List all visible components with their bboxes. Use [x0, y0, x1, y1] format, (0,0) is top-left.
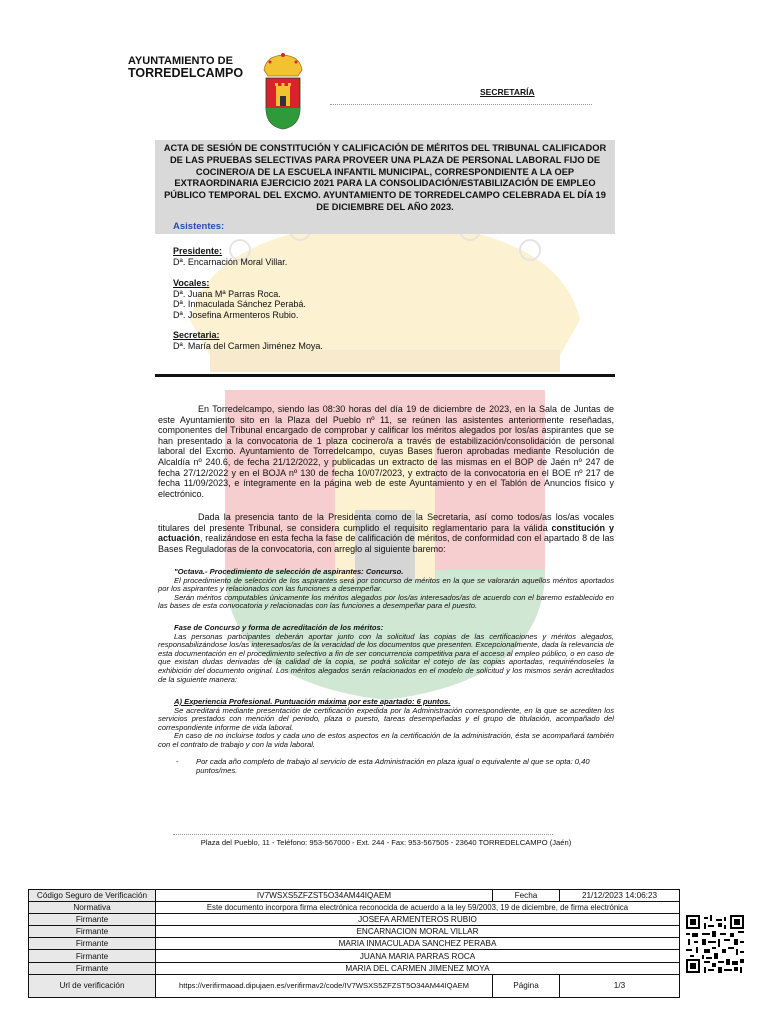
- fecha-value: 21/12/2023 14:06:23: [560, 890, 680, 902]
- page-label: Página: [493, 974, 560, 997]
- quote-fase-text: Las personas participantes deberán aportar junto con la solicitud las copias de las certificaciones y méritos alegados, responsabilizándose los/as interesados/as de la veracidad de los documentos que presenten. Excepcionalmente, dada la relevancia de esta documentación en el procedimiento selectivo a fin de ser concurrencia competitiva para el acceso al empleo público, o en caso de que existan dudas derivadas de la calidad de la copia, se podrá solicitar el cotejo de las copias aportadas, requiriéndoseles la exhibición del documento original. Los méritos alegados serán relacionados en el modelo de solicitud y los mismos serán acreditados de la siguiente manera:: [158, 631, 614, 684]
- verification-url-link[interactable]: https://verifirmaoad.dipujaen.es/verifirmav2/code/IV7WSXS5ZFZST5O34AM44IQAEM: [156, 974, 493, 997]
- firmante-name: MARIA DEL CARMEN JIMENEZ MOYA: [156, 962, 680, 974]
- firmante-name: MARIA INMACULADA SANCHEZ PERABA: [156, 938, 680, 950]
- quote-octava-line: Serán méritos computables únicamente los méritos alegados por los/as interesados/as de acuerdo con el baremo establecido en las bases de esta convocatoria y relacionadas con las funciones a desempeñar para el puesto.: [158, 592, 614, 611]
- url-label: Url de verificación: [29, 974, 156, 997]
- paragraph-constitution-text-b: , realizándose en esta fecha la fase de calificación de méritos, de conformidad con el apartado 8 de las Bases Reguladoras de la convocatoria, con arreglo al siguiente baremo:: [158, 533, 614, 554]
- paragraph-constitution-bold: constitución y actuación: [158, 522, 614, 544]
- paragraph-meeting: [158, 404, 614, 499]
- bullet-dash-icon: -: [176, 757, 179, 766]
- quote-experiencia: [158, 698, 614, 750]
- firmante-label: Firmante: [29, 950, 156, 962]
- firmante-label: Firmante: [29, 914, 156, 926]
- table-row: [29, 914, 680, 926]
- vocales-block: [173, 278, 306, 320]
- attendees-heading: Asistentes:: [173, 221, 225, 232]
- president-name: Dª. Encarnación Moral Villar.: [173, 256, 288, 267]
- quote-octava-line: El procedimiento de selección de los aspirantes será por concurso de méritos en la que se valorarán aquellos méritos aportados por los aspirantes y relacionados con las funciones a desempeñar.: [158, 575, 614, 594]
- csv-label: Código Seguro de Verificación: [29, 890, 156, 902]
- organization-name-line1: AYUNTAMIENTO DE: [128, 55, 233, 67]
- table-row: [29, 938, 680, 950]
- coat-of-arms-logo: [258, 52, 308, 130]
- table-row: [29, 926, 680, 938]
- president-block: [173, 246, 287, 267]
- table-row: [29, 890, 680, 902]
- footer-address: Plaza del Pueblo, 11 - Teléfono: 953-567000 - Ext. 244 - Fax: 953-567505 - 23640 TORREDELCAMPO (Jaén): [200, 838, 572, 847]
- table-row: [29, 962, 680, 974]
- paragraph-constitution-text-a: Dada la presencia tanto de la Presidenta como de la Secretaria, así como todos/as los/as vocales titulares del presente Tribunal, se considera cumplido el requisito reglamentario para la válida: [158, 512, 614, 533]
- vocales-label: Vocales:: [173, 278, 210, 288]
- department-underline: [330, 104, 592, 105]
- secretary-label: Secretaria:: [173, 330, 220, 340]
- firmante-name: JUANA MARIA PARRAS ROCA: [156, 950, 680, 962]
- bullet-item: [176, 757, 616, 775]
- footer-divider: [173, 834, 553, 835]
- paragraph-meeting-text: En Torredelcampo, siendo las 08:30 horas del día 19 de diciembre de 2023, en la Sala de Juntas de este Ayuntamiento sito en la Plaza del Pueblo nº 11, se reúnen las asistentes anteriormente reseñadas, componentes del Tribunal encargado de comprobar y calificar los méritos alegados por los/as aspirantes que se han presentado a la convocatoria de 1 plaza cocinero/a a través de estabilización/consolidación de personal laboral del Excmo. Ayuntamiento de Torredelcampo, cuyas Bases fueron aprobadas mediante Resolución de Alcaldía nº 240.6, de fecha 21/12/2022, y publicadas un extracto de las mismas en el BOP de Jaén nº 247 de fecha 27/12/2022 y en el BOJA nº 130 de fecha 10/07/2023, y extracto de la convocatoria en el BOE nº 217 de fecha 11/09/2023, e íntegramente en la página web de este Ayuntamiento y en el Tablón de Anuncios físico y electrónico.: [158, 404, 614, 499]
- president-label: Presidente:: [173, 246, 223, 256]
- page-number: 1/3: [560, 974, 680, 997]
- quote-octava-heading: "Octava.- Procedimiento de selección de aspirantes: Concurso.: [174, 567, 404, 576]
- department-label: SECRETARÍA: [480, 87, 535, 97]
- table-row: [29, 902, 680, 914]
- normativa-label: Normativa: [29, 902, 156, 914]
- quote-experiencia-line: En caso de no incluirse todos y cada uno de estos aspectos en la certificación de la administración, ésta se acompañará también con el contrato de trabajo y con la vida laboral.: [158, 731, 614, 749]
- secretary-block: [173, 330, 323, 351]
- organization-name: [128, 55, 243, 79]
- signature-verification-table: [28, 889, 680, 998]
- quote-experiencia-heading: A) Experiencia Profesional. Puntuación máxima por este apartado: 6 puntos.: [174, 697, 451, 706]
- paragraph-constitution: [158, 512, 614, 554]
- table-row: [29, 974, 680, 997]
- firmante-name: ENCARNACION MORAL VILLAR: [156, 926, 680, 938]
- quote-experiencia-line: Se acreditará mediante presentación de certificación expedida por la Administración correspondiente, en la que se acrediten los servicios prestados con mención del periodo, plaza o puesto, tareas desempeñadas y el grupo de titulación, acompañado del correspondiente informe de vida laboral.: [158, 705, 614, 732]
- firmante-label: Firmante: [29, 926, 156, 938]
- firmante-name: JOSEFA ARMENTEROS RUBIO: [156, 914, 680, 926]
- secretary-name: Dª. María del Carmen Jiménez Moya.: [173, 340, 323, 351]
- verification-qr-code-icon: [686, 915, 744, 973]
- vocal-name: Dª. Inmaculada Sánchez Perabá.: [173, 299, 306, 309]
- csv-value: IV7WSXS5ZFZST5O34AM44IQAEM: [156, 890, 493, 902]
- quote-octava: [158, 568, 614, 611]
- section-divider: [155, 374, 615, 377]
- table-row: [29, 950, 680, 962]
- firmante-label: Firmante: [29, 962, 156, 974]
- quote-fase-heading: Fase de Concurso y forma de acreditación de los méritos:: [174, 623, 384, 632]
- normativa-value: Este documento incorpora firma electrónica reconocida de acuerdo a la ley 59/2003, 19 de diciembre, de firma electrónica: [156, 902, 680, 914]
- vocal-name: Dª. Josefina Armenteros Rubio.: [173, 309, 299, 320]
- firmante-label: Firmante: [29, 938, 156, 950]
- document-title: ACTA DE SESIÓN DE CONSTITUCIÓN Y CALIFICACIÓN DE MÉRITOS DEL TRIBUNAL CALIFICADOR DE LAS PRUEBAS SELECTIVAS PARA PROVEER UNA PLAZA DE PERSONAL LABORAL FIJO DE COCINERO/A DE LA ESCUELA INFANTIL MUNICIPAL, CORRESPONDIENTE A LA OEP EXTRAORDINARIA EJERCICIO 2021 PARA LA CONSOLIDACIÓN/ESTABILIZACIÓN DE EMPLEO PÚBLICO TEMPORAL DEL EXCMO. AYUNTAMIENTO DE TORREDELCAMPO CELEBRADA EL DÍA 19 DE DICIEMBRE DEL AÑO 2023.: [163, 143, 607, 212]
- organization-name-line2: TORREDELCAMPO: [128, 66, 244, 80]
- vocal-name: Dª. Juana Mª Parras Roca.: [173, 288, 281, 299]
- quote-fase-concurso: [158, 624, 614, 684]
- bullet-text: Por cada año completo de trabajo al servicio de esta Administración en plaza igual o equivalente al que se opta: 0,40 puntos/mes.: [196, 757, 590, 775]
- fecha-label: Fecha: [493, 890, 560, 902]
